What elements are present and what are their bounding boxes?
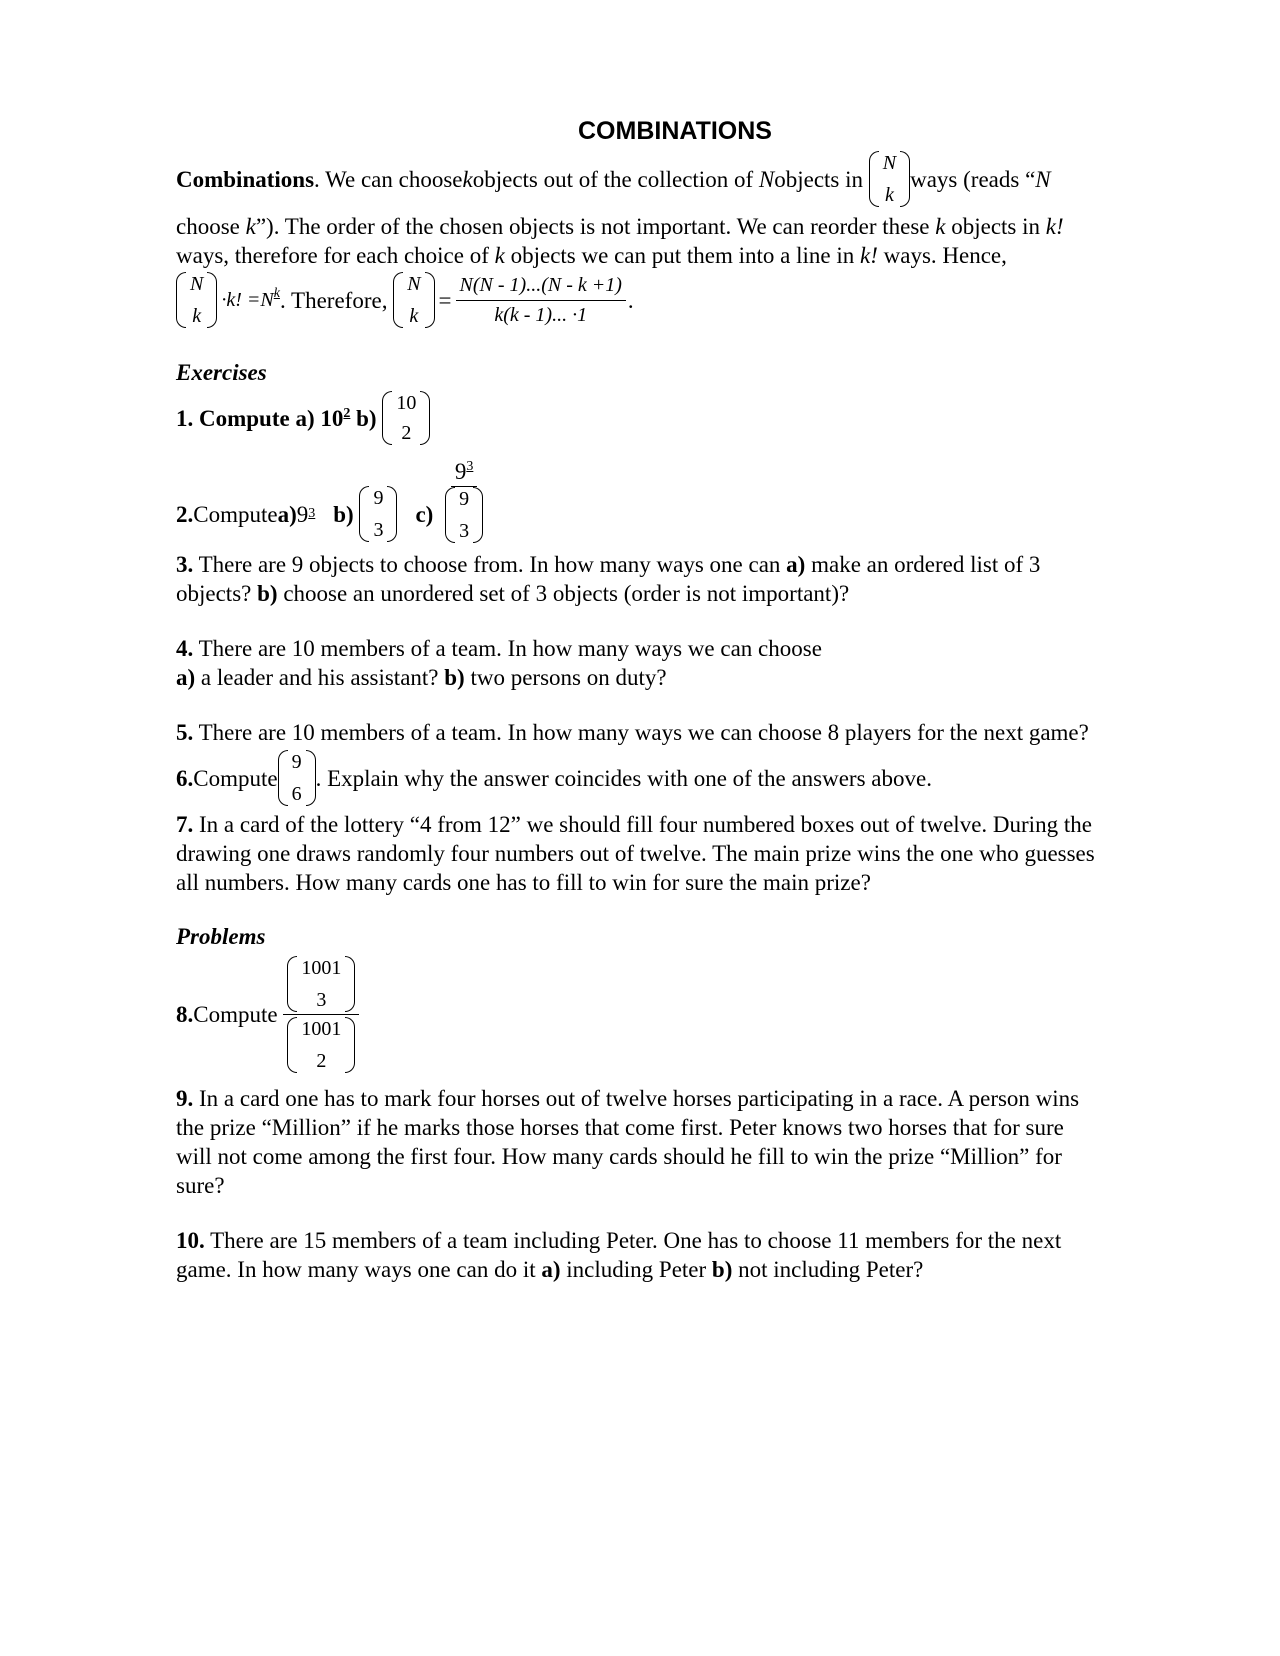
exercise-4: 4. There are 10 members of a team. In how many ways we can choose a) a leader and his assistant? b) two persons on duty? — [176, 636, 822, 690]
combination-fraction — [456, 271, 626, 330]
intro-text: choose — [176, 214, 246, 239]
var-k: k — [245, 214, 256, 239]
ex8-fraction: 1001 3 1001 2 — [283, 956, 359, 1073]
binom-9-3: 9 3 — [359, 486, 397, 542]
intro-text: objects we can put them into a line in — [504, 243, 860, 268]
page-title: COMBINATIONS — [578, 117, 772, 145]
formula-line — [176, 270, 1176, 330]
var-kfact: k! — [1045, 214, 1064, 239]
exercise-2: 2. Compute a) 9 3 b) 9 3 c) $9^3$ 9 3 — [176, 453, 1176, 543]
intro-text: objects in — [945, 214, 1046, 239]
intro-line-3 — [176, 241, 1176, 270]
ex2-base: 9 — [296, 501, 309, 527]
ex2-b: b) — [333, 501, 354, 527]
exercises-heading: Exercises — [176, 360, 267, 385]
ex1-sup: 2 — [343, 405, 351, 421]
intro-text: . Therefore, — [279, 287, 388, 313]
ex2-a: a) — [277, 501, 297, 527]
fraction-numerator: N(N - 1)...(N - k +1) — [459, 273, 622, 296]
fraction-denominator: k(k - 1)... ·1 — [494, 303, 588, 326]
exercise-8: 8. Compute 1001 3 1001 2 — [176, 952, 1176, 1076]
exercise-7: 7. In a card of the lottery “4 from 12” we should fill four numbered boxes out of twelve. During the drawing one draws randomly four numbers out of twelve. The main prize wins the one who guesses all numbers. How many cards one has to fill to win for sure the main prize? — [176, 812, 1095, 895]
problems-heading: Problems — [176, 924, 266, 949]
formula-part: ·k! = — [221, 288, 261, 311]
binom-n-k: N k — [393, 272, 434, 328]
ex2-c: c) — [415, 501, 434, 527]
intro-text: ways, therefore for each choice of — [176, 243, 495, 268]
exercise-1 — [176, 390, 1176, 446]
ex2-c-fraction: $9^3$ 9 3 — [441, 457, 487, 543]
exercise-5: 5. There are 10 members of a team. In how many ways we can choose 8 players for the next game? — [176, 720, 1089, 745]
var-N: N — [758, 166, 775, 192]
var-k: k — [494, 243, 505, 268]
var-N: N — [1035, 166, 1051, 192]
var-k: k — [462, 166, 473, 192]
ex1-label: 1. Compute a) 10 — [176, 405, 344, 431]
intro-line-1 — [176, 150, 1176, 208]
intro-text: objects out of the collection of — [472, 166, 754, 192]
ex2-number: 2. — [176, 501, 194, 527]
intro-text: ways. Hence, — [877, 243, 1007, 268]
intro-line-2 — [176, 212, 1176, 241]
ex2-text: Compute — [193, 501, 278, 527]
intro-text: ”). The order of the chosen objects is not important. We can reorder these — [255, 214, 936, 239]
period: . — [627, 287, 634, 313]
var-kfact: k! — [860, 243, 878, 268]
intro-lead: Combinations — [176, 166, 315, 192]
var-k: k — [935, 214, 946, 239]
intro-text: . We can choose — [314, 166, 463, 192]
formula-part: N — [260, 288, 274, 311]
equals-sign: = — [438, 287, 452, 313]
binom-n-k: N k — [869, 151, 910, 207]
binom-n-k: N k — [176, 272, 217, 328]
binom-10-2: 10 2 — [382, 391, 430, 445]
binom-9-6: 9 6 — [278, 750, 316, 806]
exercise-6: 6. Compute 9 6 . Explain why the answer coincides with one of the answers above. — [176, 751, 932, 805]
intro-text: ways (reads “ — [910, 166, 1036, 192]
ex1-b: b) — [350, 405, 377, 431]
exercise-9: 9. In a card one has to mark four horses out of twelve horses participating in a race. A person wins the prize “Million” if he marks those horses that come first. Peter knows two horses that for sure will not come among the first four. How many cards should he fill to win the prize “Million” for sure? — [176, 1086, 1080, 1198]
intro-text: objects in — [774, 166, 864, 192]
exercise-3: 3. There are 9 objects to choose from. In how many ways one can a) make an ordered list of 3 objects? b) choose an unordered set of 3 objects (order is not important)? — [176, 552, 1041, 606]
formula-sup: k — [273, 285, 280, 301]
exercise-10: 10. There are 15 members of a team including Peter. One has to choose 11 members for the next game. In how many ways one can do it a) including Peter b) not including Peter? — [176, 1228, 1062, 1282]
